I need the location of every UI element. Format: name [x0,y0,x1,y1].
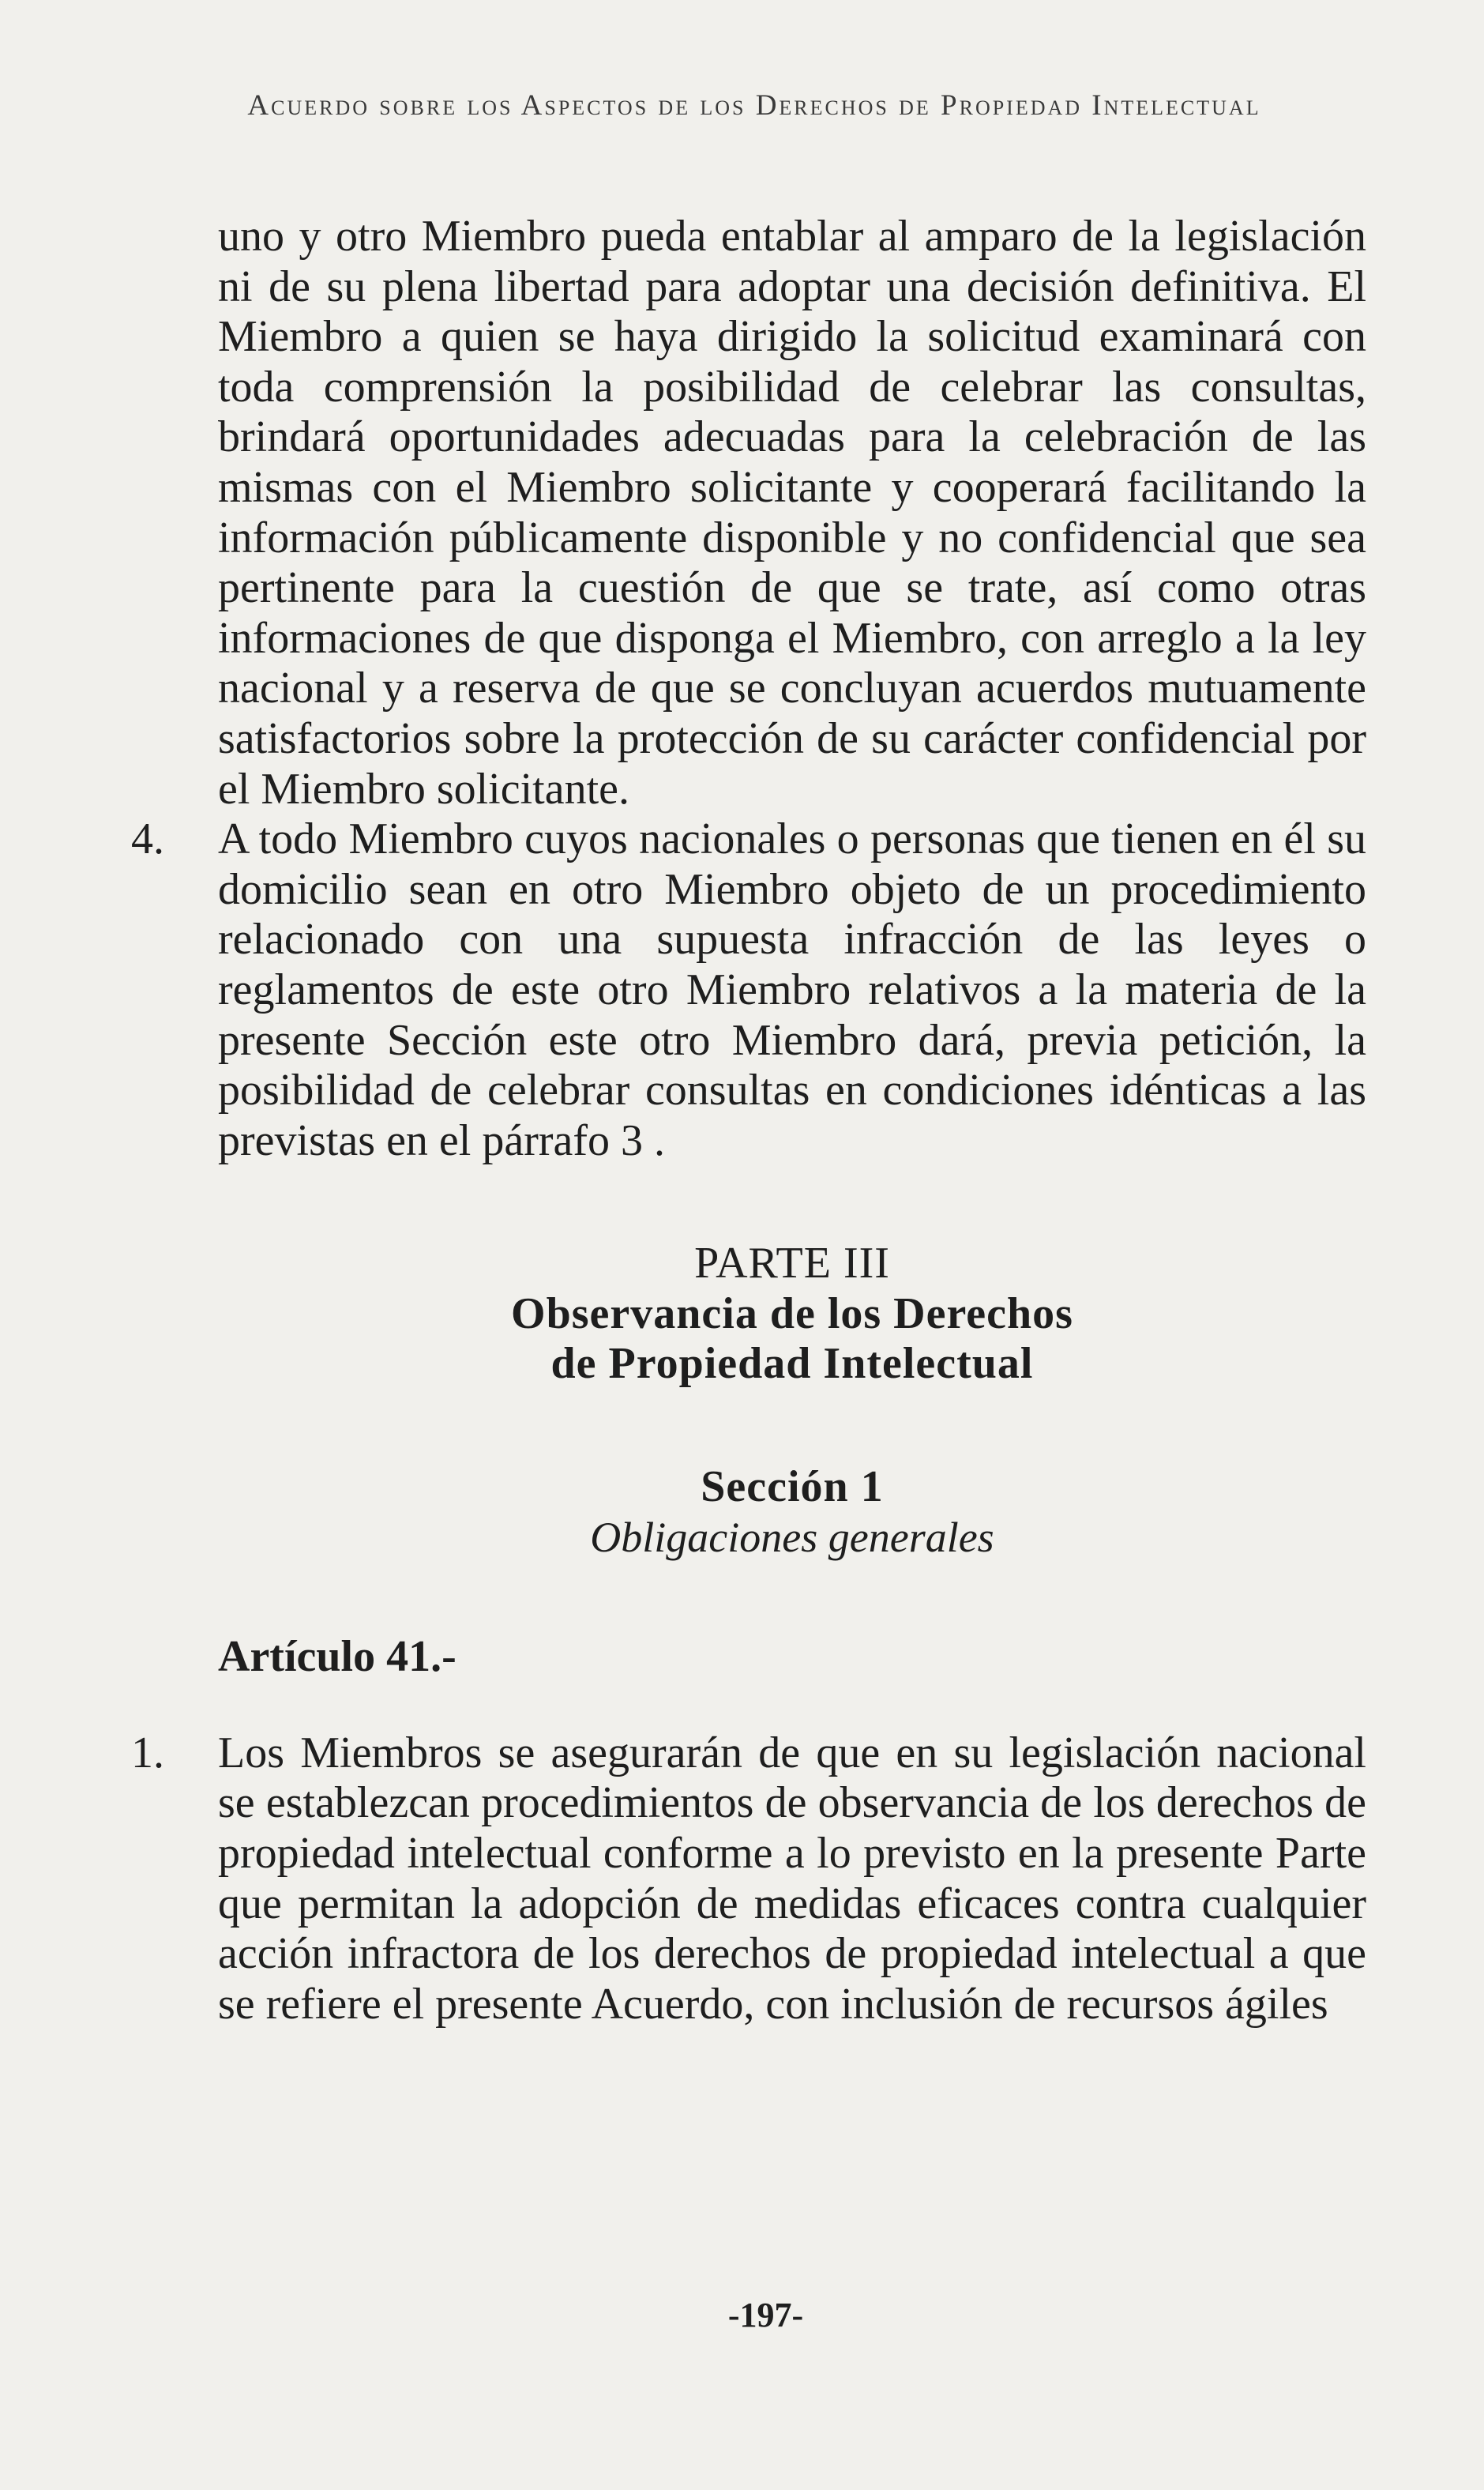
article-paragraph-1 [118,1728,1366,2030]
page-number: -197- [727,2296,804,2334]
paragraph-4 [118,814,1366,1166]
part-title-line-2: de Propiedad Intelectual [550,1339,1034,1389]
section-label: Sección 1 [701,1462,884,1512]
paragraph-number: 4. [131,814,164,864]
section-subtitle: Obligaciones generales [590,1513,994,1561]
paragraph-number: 1. [131,1728,164,1777]
paragraph-text: A todo Miembro cuyos nacionales o personas que tienen en él su domicilio sean en otro Miembro objeto de un procedimiento relacionado con una supuesta infracción de las leyes o reglamentos de este otro Miembro relativos a la materia de la presente Sección este otro Miembro dará, previa petición, la posibilidad de celebrar consultas en condiciones idénticas a las previstas en el párrafo 3 . [218,814,1366,1165]
part-title-line-1: Observancia de los Derechos [511,1288,1073,1338]
continuation-paragraph: uno y otro Miembro pueda entablar al amparo de la legislación ni de su plena libertad para adoptar una decisión definitiva. El Miembro a quien se haya dirigido la solicitud examinará con toda comprensión la posibilidad de celebrar las consultas, brindará oportunidades adecuadas para la celebración de las mismas con el Miembro solicitante y cooperará facilitando la información públicamente disponible y no confidencial que sea pertinente para la cuestión de que se trate, así como otras informaciones de que disponga el Miembro, con arreglo a la ley nacional y a reserva de que se concluyan acuerdos mutuamente satisfactorios sobre la protección de su carácter confidencial por el Miembro solicitante. [218,212,1366,814]
part-label: PARTE III [694,1239,890,1288]
paragraph-text: Los Miembros se asegurarán de que en su legislación nacional se establezcan procedimientos de observancia de los derechos de propiedad intelectual conforme a lo previsto en la presente Parte que permitan la adopción de medidas eficaces contra cualquier acción infractora de los derechos de propiedad intelectual a que se refiere el presente Acuerdo, con inclusión de recursos ágiles [218,1728,1366,2029]
running-header: Acuerdo sobre los Aspectos de los Derechos de Propiedad Intelectual [247,89,1261,122]
page-body [118,212,1366,2029]
article-heading: Artículo 41.- [218,1632,456,1682]
